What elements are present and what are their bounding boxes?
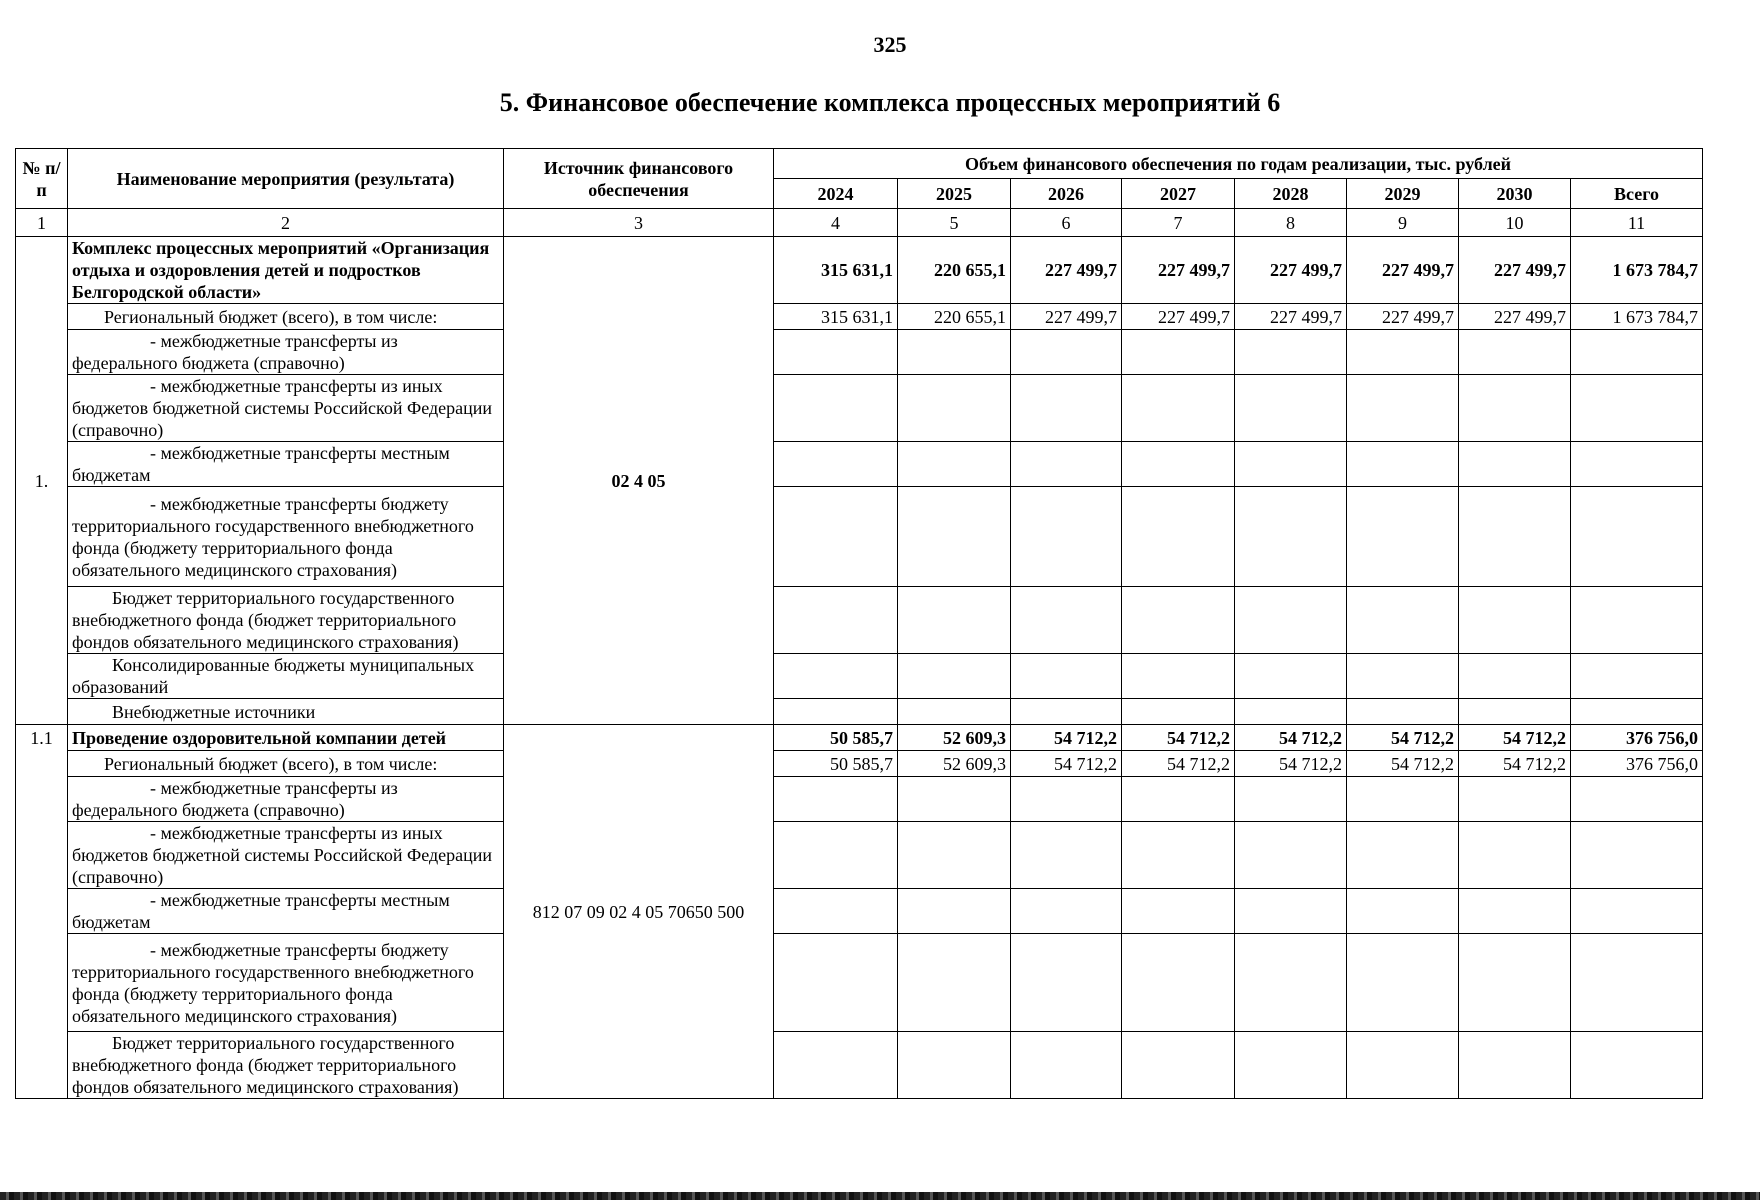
table-row xyxy=(16,725,1703,751)
amount-cell xyxy=(1011,487,1122,587)
amount-cell xyxy=(1235,330,1347,375)
header-volume: Объем финансового обеспечения по годам реализации, тыс. рублей xyxy=(774,149,1703,179)
amount-cell xyxy=(898,889,1011,934)
column-number: 4 xyxy=(774,209,898,237)
amount-cell xyxy=(898,777,1011,822)
amount-cell xyxy=(1347,889,1459,934)
amount-cell xyxy=(898,654,1011,699)
table-row xyxy=(16,304,1703,330)
amount-cell xyxy=(1235,442,1347,487)
amount-cell xyxy=(898,375,1011,442)
header-year: 2029 xyxy=(1347,179,1459,209)
financing-table xyxy=(15,148,1703,1099)
amount-cell xyxy=(1011,889,1122,934)
column-number: 7 xyxy=(1122,209,1235,237)
amount-cell xyxy=(1011,330,1122,375)
amount-cell: 220 655,1 xyxy=(898,237,1011,304)
amount-cell xyxy=(898,442,1011,487)
scan-edge-bar xyxy=(0,1192,1760,1200)
amount-cell: 52 609,3 xyxy=(898,725,1011,751)
table-row xyxy=(16,330,1703,375)
measure-name: - межбюджетные трансферты из иных бюджетов бюджетной системы Российской Федерации (справочно) xyxy=(68,822,504,889)
amount-cell xyxy=(1122,889,1235,934)
amount-cell xyxy=(1459,1032,1571,1099)
amount-cell xyxy=(1011,1032,1122,1099)
amount-cell: 50 585,7 xyxy=(774,751,898,777)
column-number: 1 xyxy=(16,209,68,237)
amount-cell: 227 499,7 xyxy=(1347,237,1459,304)
amount-cell xyxy=(898,1032,1011,1099)
amount-cell xyxy=(1347,822,1459,889)
measure-name: Внебюджетные источники xyxy=(68,699,504,725)
header-year: 2027 xyxy=(1122,179,1235,209)
amount-cell xyxy=(1459,375,1571,442)
amount-cell: 54 712,2 xyxy=(1122,725,1235,751)
amount-cell xyxy=(1459,934,1571,1032)
measure-name: - межбюджетные трансферты из федерального бюджета (справочно) xyxy=(68,777,504,822)
amount-cell xyxy=(1571,442,1703,487)
amount-cell xyxy=(1571,654,1703,699)
amount-cell: 54 712,2 xyxy=(1459,751,1571,777)
measure-name: Бюджет территориального государственного внебюджетного фонда (бюджет территориального фондов обязательного медицинского страхования) xyxy=(68,587,504,654)
measure-name: Проведение оздоровительной компании детей xyxy=(68,725,504,751)
amount-cell xyxy=(1347,487,1459,587)
table-row xyxy=(16,237,1703,304)
column-number: 10 xyxy=(1459,209,1571,237)
amount-cell: 52 609,3 xyxy=(898,751,1011,777)
amount-cell: 227 499,7 xyxy=(1347,304,1459,330)
measure-name: - межбюджетные трансферты из иных бюджетов бюджетной системы Российской Федерации (справочно) xyxy=(68,375,504,442)
amount-cell: 54 712,2 xyxy=(1347,725,1459,751)
amount-cell xyxy=(774,822,898,889)
amount-cell xyxy=(1571,1032,1703,1099)
amount-cell xyxy=(1122,777,1235,822)
header-year: 2024 xyxy=(774,179,898,209)
table-row xyxy=(16,375,1703,442)
amount-cell: 50 585,7 xyxy=(774,725,898,751)
header-year: 2030 xyxy=(1459,179,1571,209)
amount-cell xyxy=(1571,777,1703,822)
amount-cell xyxy=(1011,699,1122,725)
page-number: 325 xyxy=(873,32,907,57)
table-row xyxy=(16,751,1703,777)
amount-cell xyxy=(1571,934,1703,1032)
amount-cell xyxy=(774,330,898,375)
measure-name: Бюджет территориального государственного внебюджетного фонда (бюджет территориального фондов обязательного медицинского страхования) xyxy=(68,1032,504,1099)
amount-cell xyxy=(1347,654,1459,699)
measure-name: - межбюджетные трансферты из федерального бюджета (справочно) xyxy=(68,330,504,375)
amount-cell xyxy=(1459,487,1571,587)
amount-cell xyxy=(1122,699,1235,725)
amount-cell xyxy=(774,587,898,654)
amount-cell xyxy=(898,699,1011,725)
amount-cell xyxy=(1122,822,1235,889)
column-number: 6 xyxy=(1011,209,1122,237)
column-number: 9 xyxy=(1347,209,1459,237)
amount-cell: 376 756,0 xyxy=(1571,751,1703,777)
amount-cell xyxy=(898,330,1011,375)
amount-cell xyxy=(1122,654,1235,699)
amount-cell: 54 712,2 xyxy=(1011,725,1122,751)
table-row xyxy=(16,934,1703,1032)
header-year: 2025 xyxy=(898,179,1011,209)
amount-cell xyxy=(1347,330,1459,375)
header-year: Всего xyxy=(1571,179,1703,209)
amount-cell xyxy=(774,654,898,699)
row-number: 1.1 xyxy=(16,725,68,1099)
amount-cell xyxy=(898,487,1011,587)
amount-cell: 227 499,7 xyxy=(1122,237,1235,304)
amount-cell xyxy=(1459,587,1571,654)
amount-cell xyxy=(1347,587,1459,654)
table-row xyxy=(16,889,1703,934)
amount-cell xyxy=(1571,487,1703,587)
amount-cell xyxy=(898,934,1011,1032)
amount-cell xyxy=(774,889,898,934)
table-row xyxy=(16,777,1703,822)
amount-cell: 54 712,2 xyxy=(1235,751,1347,777)
table-row xyxy=(16,1032,1703,1099)
amount-cell xyxy=(1347,375,1459,442)
row-number: 1. xyxy=(16,237,68,725)
amount-cell: 220 655,1 xyxy=(898,304,1011,330)
amount-cell xyxy=(1459,777,1571,822)
amount-cell xyxy=(1122,587,1235,654)
amount-cell: 227 499,7 xyxy=(1459,237,1571,304)
table-row xyxy=(16,699,1703,725)
header-source: Источник финансового обеспечения xyxy=(504,149,774,209)
amount-cell: 54 712,2 xyxy=(1347,751,1459,777)
header-num: № п/п xyxy=(16,149,68,209)
amount-cell xyxy=(1235,375,1347,442)
amount-cell xyxy=(1235,1032,1347,1099)
amount-cell: 227 499,7 xyxy=(1011,304,1122,330)
amount-cell xyxy=(1122,330,1235,375)
amount-cell xyxy=(1235,777,1347,822)
table-row xyxy=(16,822,1703,889)
page-title: 5. Финансовое обеспечение комплекса процессных мероприятий 6 xyxy=(499,88,1281,117)
amount-cell: 54 712,2 xyxy=(1011,751,1122,777)
amount-cell: 1 673 784,7 xyxy=(1571,237,1703,304)
table-row xyxy=(16,442,1703,487)
measure-name: - межбюджетные трансферты местным бюджетам xyxy=(68,889,504,934)
measure-name: Региональный бюджет (всего), в том числе: xyxy=(68,751,504,777)
amount-cell xyxy=(1122,934,1235,1032)
amount-cell xyxy=(1122,487,1235,587)
amount-cell: 376 756,0 xyxy=(1571,725,1703,751)
amount-cell: 227 499,7 xyxy=(1459,304,1571,330)
amount-cell xyxy=(1235,654,1347,699)
column-number: 2 xyxy=(68,209,504,237)
column-number: 11 xyxy=(1571,209,1703,237)
amount-cell xyxy=(774,487,898,587)
amount-cell: 54 712,2 xyxy=(1122,751,1235,777)
amount-cell xyxy=(1571,822,1703,889)
amount-cell xyxy=(1011,822,1122,889)
amount-cell xyxy=(1347,934,1459,1032)
amount-cell xyxy=(898,587,1011,654)
amount-cell xyxy=(1011,777,1122,822)
amount-cell xyxy=(1571,889,1703,934)
amount-cell xyxy=(1122,1032,1235,1099)
measure-name: Консолидированные бюджеты муниципальных образований xyxy=(68,654,504,699)
amount-cell: 227 499,7 xyxy=(1235,304,1347,330)
measure-name: Комплекс процессных мероприятий «Организация отдыха и оздоровления детей и подростков Белгородской области» xyxy=(68,237,504,304)
amount-cell xyxy=(774,699,898,725)
amount-cell: 1 673 784,7 xyxy=(1571,304,1703,330)
measure-name: - межбюджетные трансферты бюджету территориального государственного внебюджетного фонда (бюджету территориального фонда обязательного медицинского страхования) xyxy=(68,487,504,587)
table-row xyxy=(16,487,1703,587)
header-year: 2026 xyxy=(1011,179,1122,209)
amount-cell xyxy=(1459,889,1571,934)
measure-name: Региональный бюджет (всего), в том числе: xyxy=(68,304,504,330)
amount-cell xyxy=(1347,442,1459,487)
amount-cell xyxy=(898,822,1011,889)
amount-cell xyxy=(1235,487,1347,587)
column-number: 5 xyxy=(898,209,1011,237)
funding-source: 812 07 09 02 4 05 70650 500 xyxy=(504,725,774,1099)
column-number: 3 xyxy=(504,209,774,237)
header-name: Наименование мероприятия (результата) xyxy=(68,149,504,209)
amount-cell xyxy=(1122,375,1235,442)
amount-cell xyxy=(1122,442,1235,487)
amount-cell: 54 712,2 xyxy=(1235,725,1347,751)
amount-cell: 227 499,7 xyxy=(1011,237,1122,304)
amount-cell xyxy=(1571,699,1703,725)
amount-cell xyxy=(774,442,898,487)
amount-cell xyxy=(1011,375,1122,442)
amount-cell xyxy=(774,375,898,442)
amount-cell xyxy=(1459,442,1571,487)
amount-cell xyxy=(1235,889,1347,934)
amount-cell xyxy=(1459,822,1571,889)
amount-cell xyxy=(1235,587,1347,654)
table-row xyxy=(16,654,1703,699)
header-year: 2028 xyxy=(1235,179,1347,209)
measure-name: - межбюджетные трансферты бюджету территориального государственного внебюджетного фонда (бюджету территориального фонда обязательного медицинского страхования) xyxy=(68,934,504,1032)
amount-cell: 54 712,2 xyxy=(1459,725,1571,751)
column-number: 8 xyxy=(1235,209,1347,237)
amount-cell xyxy=(1347,699,1459,725)
amount-cell xyxy=(1459,330,1571,375)
amount-cell: 315 631,1 xyxy=(774,237,898,304)
amount-cell xyxy=(1459,654,1571,699)
funding-source: 02 4 05 xyxy=(504,237,774,725)
amount-cell xyxy=(1235,699,1347,725)
amount-cell xyxy=(1571,330,1703,375)
amount-cell xyxy=(1011,442,1122,487)
amount-cell xyxy=(774,777,898,822)
measure-name: - межбюджетные трансферты местным бюджетам xyxy=(68,442,504,487)
amount-cell xyxy=(1235,934,1347,1032)
amount-cell xyxy=(1571,375,1703,442)
amount-cell: 315 631,1 xyxy=(774,304,898,330)
amount-cell xyxy=(1011,587,1122,654)
amount-cell xyxy=(774,934,898,1032)
amount-cell xyxy=(1011,654,1122,699)
amount-cell xyxy=(1235,822,1347,889)
amount-cell xyxy=(774,1032,898,1099)
amount-cell xyxy=(1011,934,1122,1032)
amount-cell xyxy=(1347,1032,1459,1099)
table-row xyxy=(16,587,1703,654)
amount-cell xyxy=(1459,699,1571,725)
amount-cell xyxy=(1347,777,1459,822)
amount-cell xyxy=(1571,587,1703,654)
amount-cell: 227 499,7 xyxy=(1235,237,1347,304)
amount-cell: 227 499,7 xyxy=(1122,304,1235,330)
